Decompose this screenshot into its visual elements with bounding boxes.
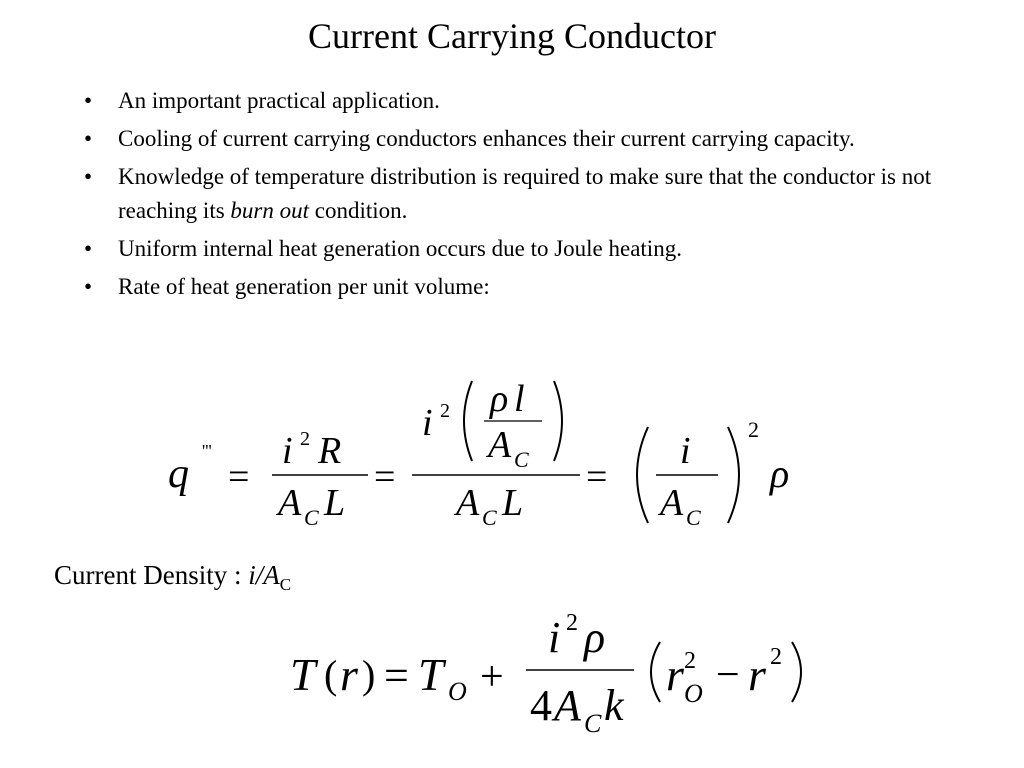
bullet-item (80, 122, 940, 156)
eq-exponent: 2 (748, 417, 759, 442)
eq-subscript-O: O (448, 677, 467, 706)
eq-symbol-q: q (168, 451, 189, 497)
eq-symbol-rho: ρ (584, 613, 606, 662)
eq-exponent: 2 (770, 644, 782, 670)
bullet-dot: • (84, 126, 93, 151)
bullet-dot: • (84, 164, 93, 189)
eq-symbol-i: i (422, 402, 433, 444)
eq-symbol-rho: ρ (490, 378, 509, 420)
eq-symbol-A: A (456, 482, 480, 524)
eq-exponent: 2 (300, 428, 310, 450)
large-right-paren (554, 381, 562, 461)
large-right-paren (792, 642, 801, 702)
heat-generation-equation (150, 365, 830, 535)
bullet-list (80, 84, 940, 308)
current-density-label (54, 558, 291, 602)
slide-title: Current Carrying Conductor (308, 16, 716, 56)
density-label-text: Current Density : (54, 560, 249, 590)
eq-equals: = (384, 651, 409, 700)
eq-symbol-i: i (282, 430, 293, 472)
eq-symbol-r: r (748, 649, 766, 700)
eq-symbol-A: A (488, 424, 512, 466)
large-left-paren (637, 427, 648, 523)
density-expression: i/A (248, 560, 280, 590)
bullet-item (80, 232, 940, 266)
eq-symbol-A: A (660, 482, 684, 524)
eq-exponent: 2 (440, 400, 450, 422)
bullet-text-emphasis: burn out (230, 198, 309, 223)
bullet-text: Uniform internal heat generation occurs due to Joule heating. (118, 236, 682, 261)
bullet-dot: • (84, 274, 93, 299)
eq-exponent: 2 (684, 648, 696, 674)
eq-equals: = (374, 456, 396, 498)
eq-symbol-r: r (340, 649, 358, 700)
eq-right-paren: ) (362, 652, 376, 697)
eq-equals: = (586, 456, 608, 498)
bullet-text: Rate of heat generation per unit volume: (118, 274, 490, 299)
eq-symbol-L: L (324, 482, 346, 524)
bullet-dot: • (84, 88, 93, 113)
eq-symbol-T: T (290, 649, 316, 700)
bullet-text: An important practical application. (118, 88, 440, 113)
eq-symbol-r: r (666, 649, 684, 700)
density-subscript: C (279, 575, 292, 594)
eq-subscript-C: C (304, 505, 319, 530)
large-left-paren (651, 642, 660, 702)
bullet-text-pre: Knowledge of temperature distribution is required to make sure that the conductor is not reaching its (118, 164, 932, 223)
eq-plus: + (480, 654, 504, 700)
eq-left-paren: ( (324, 652, 338, 697)
bullet-item (80, 160, 940, 228)
eq-symbol-i: i (680, 430, 691, 472)
eq-subscript-C: C (514, 447, 529, 472)
eq-symbol-primes: ''' (202, 441, 212, 461)
eq-symbol-l: l (514, 378, 525, 420)
eq-subscript-C: C (584, 709, 602, 738)
eq-equals: = (228, 456, 250, 498)
eq-symbol-L: L (502, 482, 524, 524)
eq-subscript-O: O (684, 679, 703, 708)
eq-symbol-rho: ρ (770, 451, 790, 496)
bullet-dot: • (84, 236, 93, 261)
eq-four: 4 (530, 681, 552, 730)
eq-symbol-i: i (548, 613, 561, 662)
bullet-item (80, 84, 940, 118)
eq-subscript-C: C (482, 505, 497, 530)
eq-subscript-C: C (686, 505, 701, 530)
eq-exponent: 2 (566, 610, 578, 636)
large-right-paren (728, 427, 739, 523)
eq-symbol-T: T (418, 649, 444, 700)
eq-symbol-A: A (278, 482, 302, 524)
eq-symbol-k: k (604, 681, 624, 730)
bullet-item (80, 270, 940, 304)
bullet-text: Cooling of current carrying conductors enhances their current carrying capacity. (118, 126, 855, 151)
eq-symbol-A: A (554, 681, 581, 730)
eq-minus: − (716, 652, 740, 698)
temperature-distribution-equation (280, 608, 840, 758)
bullet-text-post: condition. (309, 198, 408, 223)
eq-symbol-R: R (318, 430, 342, 472)
